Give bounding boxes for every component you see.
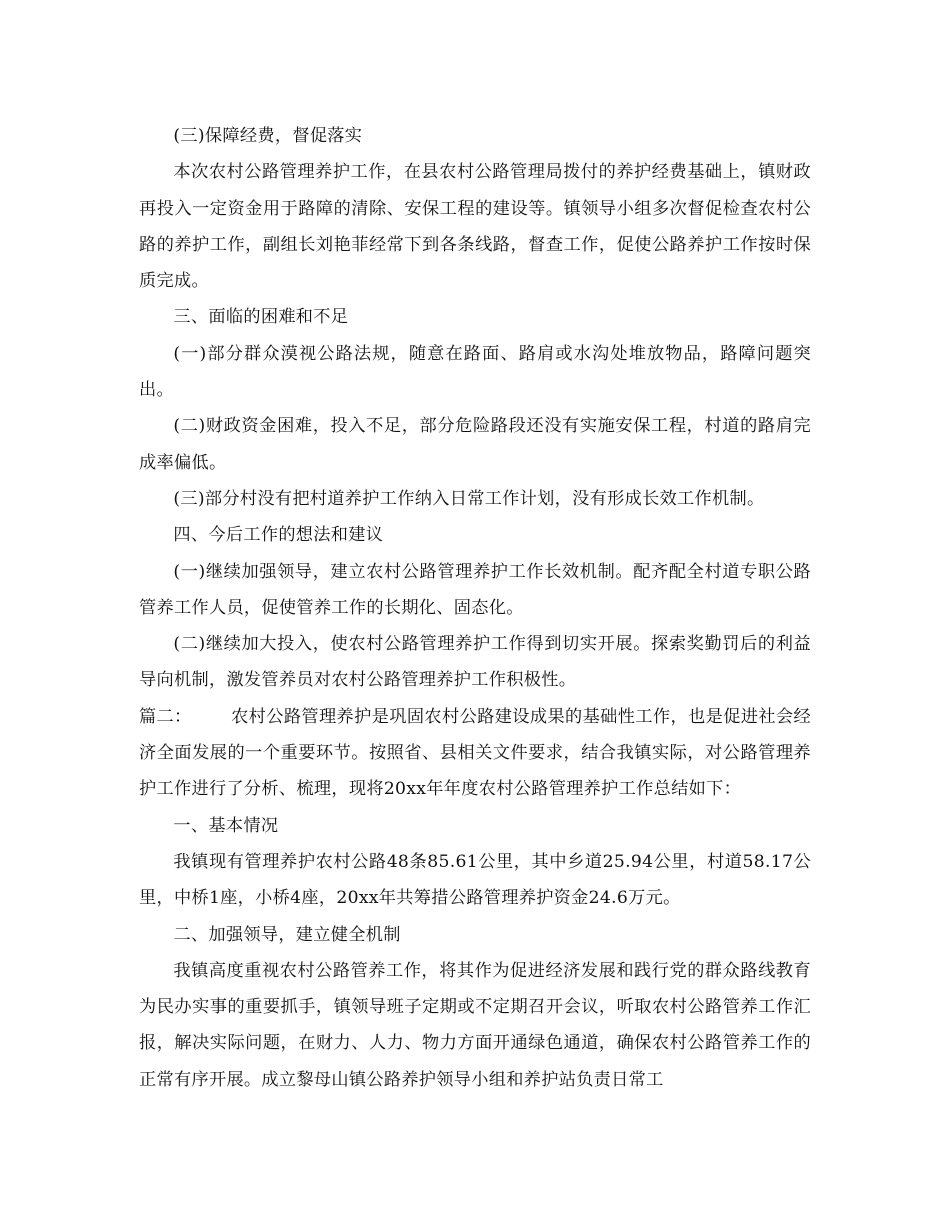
- part-two-intro-text: 农村公路管理养护是巩固农村公路建设成果的基础性工作，也是促进社会经济全面发展的一个重要环节。按照省、县相关文件要求，结合我镇实际，对公路管理养护工作进行了分析、梳理，现将20xx年年度农村公路管理养护工作总结如下：: [139, 706, 811, 800]
- paragraph-funding: 本次农村公路管理养护工作，在县农村公路管理局拨付的养护经费基础上，镇财政再投入一定资金用于路障的清除、安保工程的建设等。镇领导小组多次督促检查农村公路的养护工作，副组长刘艳菲经常下到各条线路，督查工作，促使公路养护工作按时保质完成。: [139, 162, 811, 292]
- paragraph-part-two-intro: [139, 699, 811, 808]
- section-heading-difficulties: 三、面临的困难和不足: [173, 307, 349, 328]
- paragraph-suggestion-2: (二)继续加大投入，使农村公路管理养护工作得到切实开展。探索奖勤罚后的利益导向机制，激发管养员对农村公路管理养护工作积极性。: [139, 634, 811, 691]
- part-two-label: 篇二：: [139, 706, 192, 727]
- document-body: [139, 118, 811, 1098]
- paragraph-difficulty-2: (二)财政资金困难，投入不足，部分危险路段还没有实施安保工程，村道的路肩完成率偏低。: [139, 416, 811, 473]
- section-heading-leadership: 二、加强领导，建立健全机制: [173, 924, 401, 945]
- paragraph-difficulty-3: (三)部分村没有把村道养护工作纳入日常工作计划，没有形成长效工作机制。: [173, 488, 765, 509]
- paragraph-leadership: 我镇高度重视农村公路管养工作，将其作为促进经济发展和践行党的群众路线教育为民办实事的重要抓手，镇领导班子定期或不定期召开会议，听取农村公路管养工作汇报，解决实际问题，在财力、人力、物力方面开通绿色通道，确保农村公路管养工作的正常有序开展。成立黎母山镇公路养护领导小组和养护站负责日常工: [139, 960, 811, 1090]
- section-heading-funding: (三)保障经费，督促落实: [173, 126, 363, 146]
- paragraph-suggestion-1: (一)继续加强领导，建立农村公路管理养护工作长效机制。配齐配全村道专职公路管养工作人员，促使管养工作的长期化、固态化。: [139, 561, 811, 618]
- section-heading-basic-situation: 一、基本情况: [173, 815, 279, 836]
- paragraph-difficulty-1: (一)部分群众漠视公路法规，随意在路面、路肩或水沟处堆放物品，路障问题突出。: [139, 343, 811, 401]
- paragraph-basic-situation: 我镇现有管理养护农村公路48条85.61公里，其中乡道25.94公里，村道58.17公里，中桥1座，小桥4座，20xx年共筹措公路管理养护资金24.6万元。: [139, 851, 811, 909]
- section-heading-suggestions: 四、今后工作的想法和建议: [173, 525, 384, 546]
